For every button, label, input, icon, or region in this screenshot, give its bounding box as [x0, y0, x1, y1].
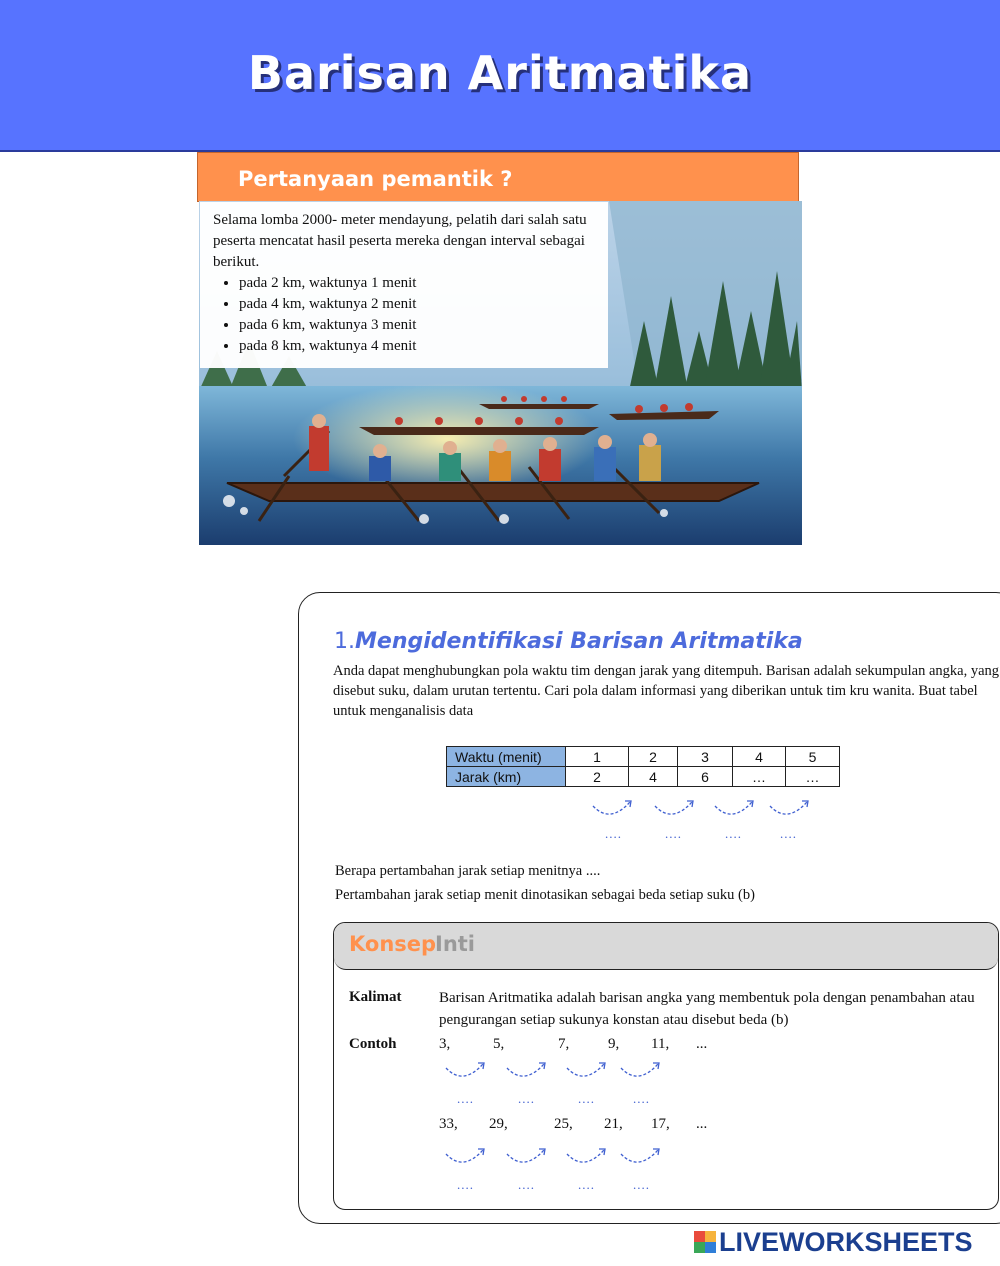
table-cell: 4	[629, 767, 678, 787]
curved-arrow-icon	[590, 798, 636, 820]
curved-arrow-icon	[504, 1060, 550, 1082]
table-cell: 2	[566, 767, 629, 787]
intro-bullet-list	[213, 273, 608, 357]
logo-text: LIVEWORKSHEETS	[719, 1226, 973, 1257]
table-cell: 2	[629, 747, 678, 767]
concept-header	[334, 923, 998, 970]
sequence-term: 25,	[554, 1116, 573, 1132]
list-item: • pada 6 km, waktunya 3 menit	[239, 315, 608, 336]
answer-blank[interactable]: ....	[578, 1091, 595, 1106]
question-banner	[197, 152, 799, 202]
section-description	[333, 661, 1000, 721]
answer-blank[interactable]: ....	[633, 1091, 650, 1106]
question-text: Berapa pertambahan jarak setiap menitnya ....	[335, 863, 601, 879]
answer-blank[interactable]: ....	[457, 1091, 474, 1106]
table-cell: 4	[733, 747, 786, 767]
intro-paragraph: Selama lomba 2000- meter mendayung, pelatih dari salah satu peserta mencatat hasil peserta mereka dengan interval sebagai berikut.	[213, 212, 587, 270]
table-row	[447, 747, 840, 767]
curved-arrow-icon	[618, 1146, 664, 1168]
table-cell: 1	[566, 747, 629, 767]
page-header	[0, 0, 1000, 152]
curved-arrow-icon	[443, 1060, 489, 1082]
curved-arrow-icon	[504, 1146, 550, 1168]
section-description-text: Anda dapat menghubungkan pola waktu tim dengan jarak yang ditempuh. Barisan adalah sekumpulan angka, yang disebut suku, dalam urutan tertentu. Cari pola dalam informasi yang diberikan untuk tim kru wanita. Buat tabel untuk menganalisis data	[333, 663, 1000, 719]
curved-arrow-icon	[712, 798, 758, 820]
table-cell: 5	[786, 747, 840, 767]
sequence-term: 11,	[651, 1036, 670, 1052]
curved-arrow-icon	[564, 1060, 610, 1082]
sequence-term: 29,	[489, 1116, 508, 1132]
sequence-term: ...	[696, 1116, 708, 1132]
liveworksheets-logo	[694, 1227, 973, 1257]
table-input-cell[interactable]: …	[733, 767, 786, 787]
curved-arrow-icon	[767, 798, 813, 820]
table-input-cell[interactable]: …	[786, 767, 840, 787]
question-banner-label: Pertanyaan pemantik ?	[238, 167, 513, 191]
sequence-term: 3,	[439, 1036, 451, 1052]
curved-arrow-icon	[564, 1146, 610, 1168]
label-contoh: Contoh	[349, 1036, 397, 1052]
sequence-term: 17,	[651, 1116, 670, 1132]
curved-arrow-icon	[443, 1146, 489, 1168]
list-item: • pada 8 km, waktunya 4 menit	[239, 336, 608, 357]
list-item: • pada 4 km, waktunya 2 menit	[239, 294, 608, 315]
section-title	[334, 629, 803, 654]
concept-box	[333, 922, 999, 1210]
note-text: Pertambahan jarak setiap menit dinotasikan sebagai beda setiap suku (b)	[335, 887, 755, 903]
table-cell: 3	[678, 747, 733, 767]
table-header-cell: Waktu (menit)	[447, 747, 566, 767]
label-kalimat: Kalimat	[349, 989, 402, 1005]
sequence-term: ...	[696, 1036, 708, 1052]
table-row	[447, 767, 840, 787]
answer-blank[interactable]: ....	[578, 1177, 595, 1192]
concept-title-inti: Inti	[435, 932, 476, 956]
table-header-cell: Jarak (km)	[447, 767, 566, 787]
sequence-term: 7,	[558, 1036, 570, 1052]
sequence-term: 33,	[439, 1116, 458, 1132]
section-number: 1.	[334, 629, 355, 654]
section-title-text: Mengidentifikasi Barisan Aritmatika	[355, 629, 803, 654]
answer-blank[interactable]: ....	[518, 1177, 535, 1192]
page-title: Barisan Aritmatika	[247, 46, 753, 100]
answer-blank[interactable]: ....	[633, 1177, 650, 1192]
curved-arrow-icon	[618, 1060, 664, 1082]
logo-mark-icon	[694, 1231, 716, 1253]
list-item: • pada 2 km, waktunya 1 menit	[239, 273, 608, 294]
answer-blank[interactable]: ....	[605, 826, 622, 841]
concept-title-konsep: Konsep	[349, 932, 437, 956]
answer-blank[interactable]: ....	[518, 1091, 535, 1106]
sequence-term: 9,	[608, 1036, 620, 1052]
answer-blank[interactable]: ....	[780, 826, 797, 841]
sequence-term: 5,	[493, 1036, 505, 1052]
concept-definition: Barisan Aritmatika adalah barisan angka yang membentuk pola dengan penambahan atau pengurangan setiap sukunya konstan atau disebut beda (b)	[439, 990, 975, 1028]
curved-arrow-icon	[652, 798, 698, 820]
answer-blank[interactable]: ....	[725, 826, 742, 841]
sequence-term: 21,	[604, 1116, 623, 1132]
answer-blank[interactable]: ....	[665, 826, 682, 841]
data-table	[446, 746, 840, 787]
answer-blank[interactable]: ....	[457, 1177, 474, 1192]
intro-text-box	[200, 202, 608, 368]
table-cell[interactable]: 6	[678, 767, 733, 787]
